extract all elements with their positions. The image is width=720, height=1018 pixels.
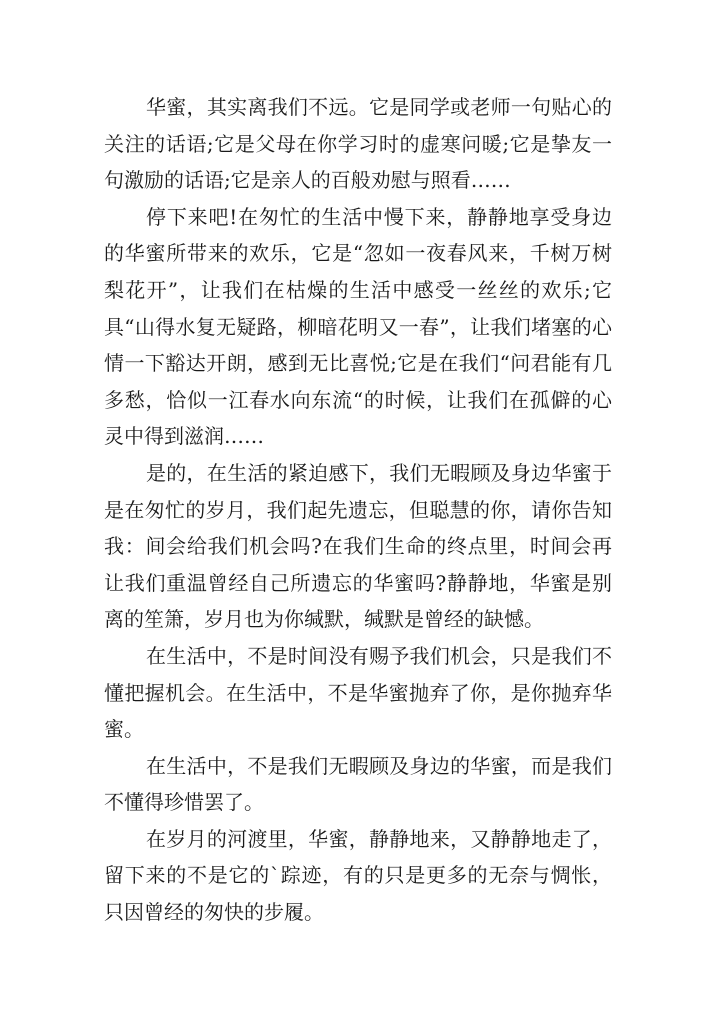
paragraph-2: 停下来吧!在匆忙的生活中慢下来，静静地享受身边的华蜜所带来的欢乐，它是“忽如一夜春风来，千树万树梨花开”，让我们在枯燥的生活中感受一丝丝的欢乐;它具“山得水复无疑路，柳暗花明又一春”，让我们堵塞的心情一下豁达开朗，感到无比喜悦;它是在我们“问君能有几多愁，恰似一江春水向东流“的时候，让我们在孤僻的心灵中得到滋润…… <box>104 204 612 449</box>
paragraph-4: 在生活中，不是时间没有赐予我们机会，只是我们不懂把握机会。在生活中，不是华蜜抛弃了你，是你抛弃华蜜。 <box>104 643 612 742</box>
paragraph-5: 在生活中，不是我们无暇顾及身边的华蜜，而是我们不懂得珍惜罢了。 <box>104 753 612 815</box>
paragraph-6: 在岁月的河渡里，华蜜，静静地来，又静静地走了，留下来的不是它的`踪迹，有的只是更多的无奈与惆怅，只因曾经的匆快的步履。 <box>104 826 612 925</box>
paragraph-1: 华蜜，其实离我们不远。它是同学或老师一句贴心的关注的话语;它是父母在你学习时的虚寒问暖;它是挚友一句激励的话语;它是亲人的百般劝慰与照看…… <box>104 95 612 193</box>
essay-body <box>104 89 612 931</box>
paragraph-3: 是的，在生活的紧迫感下，我们无暇顾及身边华蜜于是在匆忙的岁月，我们起先遗忘，但聪慧的你，请你告知我：间会给我们机会吗?在我们生命的终点里，时间会再让我们重温曾经自己所遗忘的华蜜吗?静静地，华蜜是别离的笙箫，岁月也为你缄默，缄默是曾经的缺憾。 <box>104 460 612 632</box>
